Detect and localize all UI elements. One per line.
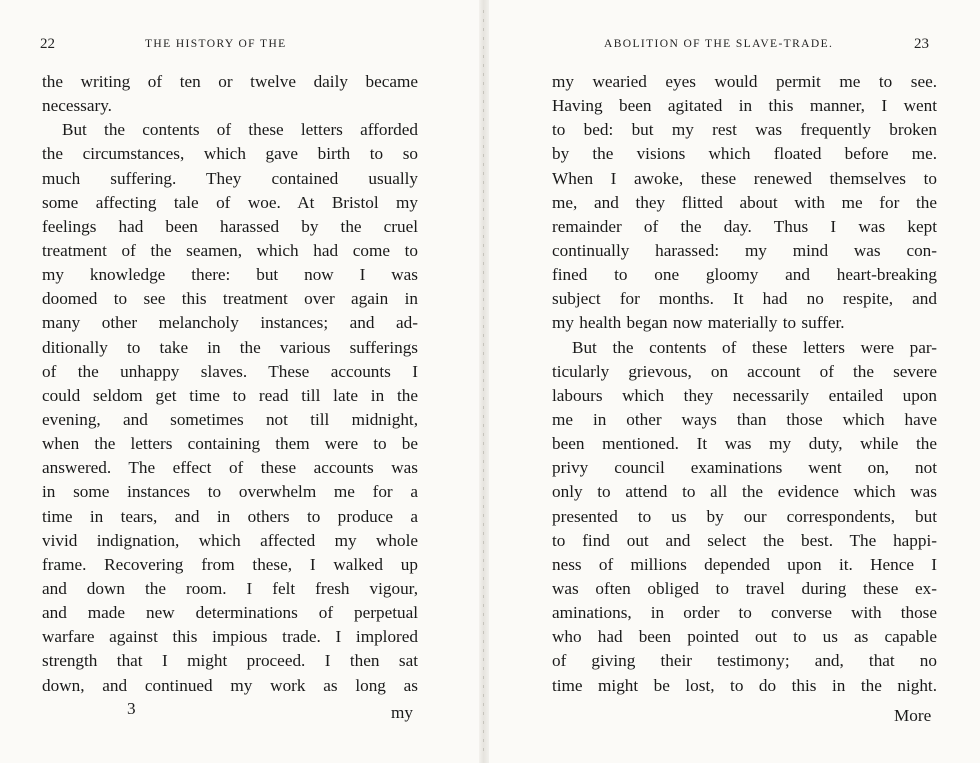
text-line: Having been agitated in this manner, I went [552, 96, 937, 116]
text-line: treatment of the seamen, which had come to [42, 240, 418, 260]
text-line: the writing of ten or twelve daily became [42, 72, 418, 91]
text-line: doomed to see this treatment over again in [42, 289, 418, 309]
text-line: when the letters containing them were to be [42, 434, 418, 454]
right-page [486, 0, 980, 763]
text-line: me, and they flitted about with me for the [552, 192, 937, 212]
text-line: evening, and sometimes not till midnight, [42, 409, 418, 429]
text-line: ticularly grievous, on account of the severe [552, 361, 937, 381]
text-line: answered. The effect of these accounts was [42, 458, 418, 478]
text-line: who had been pointed out to us as capable [552, 627, 937, 647]
catchword-left: my [391, 703, 413, 722]
text-line: subject for months. It had no respite, and [552, 289, 937, 309]
left-page-text [42, 70, 418, 698]
text-line: many other melancholy instances; and ad- [42, 313, 418, 333]
text-line: only to attend to all the evidence which was [552, 482, 937, 502]
text-line: to bed: but my rest was frequently broken [552, 120, 937, 140]
right-page-text [552, 70, 937, 698]
text-line: necessary. [42, 96, 112, 116]
page-number-right: 23 [914, 36, 929, 52]
text-line: could seldom get time to read till late in the [42, 385, 418, 405]
text-line: When I awoke, these renewed themselves to [552, 168, 937, 188]
text-line: warfare against this impious trade. I implored [42, 627, 418, 647]
running-head-right: ABOLITION OF THE SLAVE-TRADE. [604, 38, 834, 50]
text-line: been mentioned. It was my duty, while the [552, 434, 937, 454]
text-line: time might be lost, to do this in the night. [552, 675, 937, 695]
text-line: the circumstances, which gave birth to so [42, 144, 418, 164]
text-line: ditionally to take in the various sufferings [42, 337, 418, 357]
text-line: was often obliged to travel during these ex- [552, 578, 937, 598]
text-line: vivid indignation, which affected my whole [42, 530, 418, 550]
page-number-left: 22 [40, 36, 55, 52]
text-line: my knowledge there: but now I was [42, 265, 418, 285]
text-line: much suffering. They contained usually [42, 168, 418, 188]
text-line: But the contents of these letters were par- [572, 337, 937, 357]
text-line: continually harassed: my mind was con- [552, 240, 937, 260]
text-line: privy council examinations went on, not [552, 458, 937, 478]
text-line: time in tears, and in others to produce a [42, 506, 418, 526]
text-line: down, and continued my work as long as [42, 675, 418, 695]
text-line: and made new determinations of perpetual [42, 603, 418, 623]
text-line: me in other ways than those which have [552, 409, 937, 429]
text-line: fined to one gloomy and heart-breaking [552, 265, 937, 285]
signature-mark: 3 [127, 699, 136, 718]
text-line: remainder of the day. Thus I was kept [552, 216, 937, 236]
text-line: presented to us by our correspondents, but [552, 506, 937, 526]
text-line: But the contents of these letters afforded [62, 120, 418, 140]
text-line: ness of millions depended upon it. Hence I [552, 554, 937, 574]
text-line: my health began now materially to suffer. [552, 313, 845, 333]
text-line: aminations, in order to converse with those [552, 603, 937, 623]
text-line: in some instances to overwhelm me for a [42, 482, 418, 502]
text-line: and down the room. I felt fresh vigour, [42, 578, 418, 598]
text-line: some affecting tale of woe. At Bristol my [42, 192, 418, 212]
left-page [0, 0, 480, 763]
text-line: my wearied eyes would permit me to see. [552, 72, 937, 91]
text-line: strength that I might proceed. I then sat [42, 651, 418, 671]
text-line: to find out and select the best. The happi- [552, 530, 937, 550]
text-line: of giving their testimony; and, that no [552, 651, 937, 671]
text-line: labours which they necessarily entailed upon [552, 385, 937, 405]
text-line: by the visions which floated before me. [552, 144, 937, 164]
catchword-right: More [894, 706, 932, 725]
text-line: of the unhappy slaves. These accounts I [42, 361, 418, 381]
running-head-left: THE HISTORY OF THE [145, 38, 287, 50]
text-line: frame. Recovering from these, I walked up [42, 554, 418, 574]
text-line: feelings had been harassed by the cruel [42, 216, 418, 236]
